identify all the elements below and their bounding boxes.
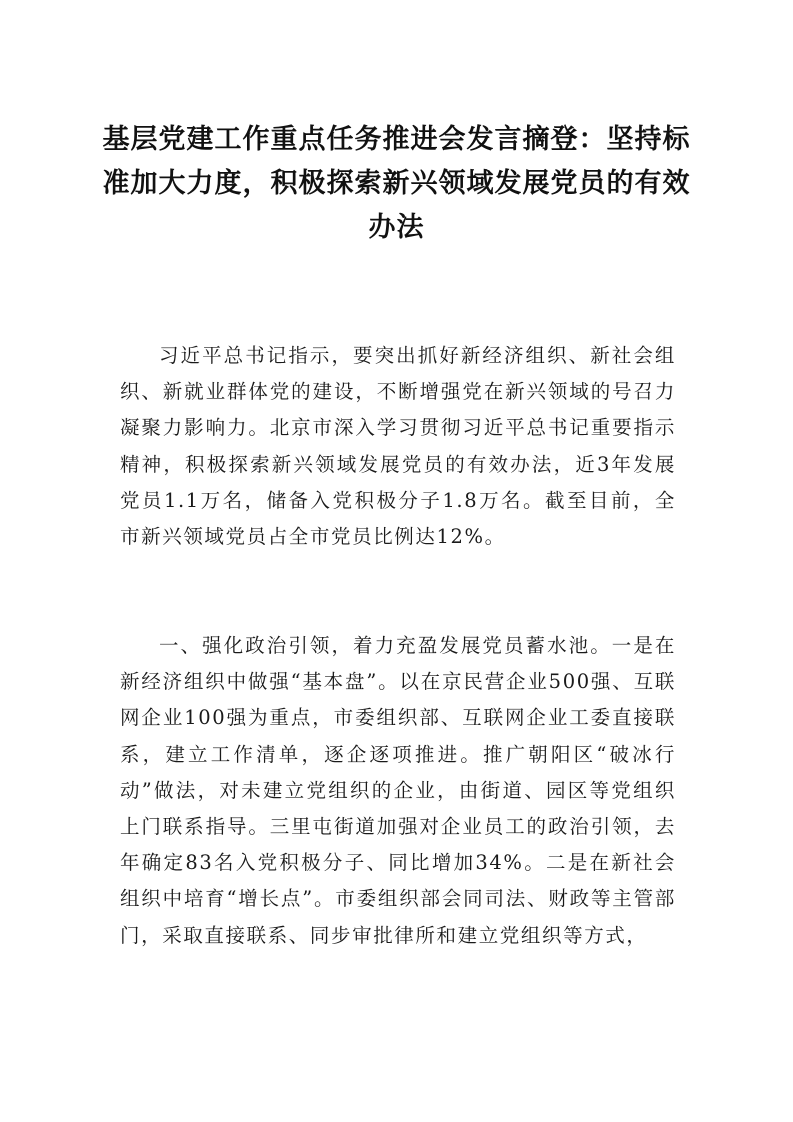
paragraph-intro: 习近平总书记指示，要突出抓好新经济组织、新社会组织、新就业群体党的建设，不断增强党在新兴领域的号召力凝聚力影响力。北京市深入学习贯彻习近平总书记重要指示精神，积极探索新兴领域发展党员的有效办法，近3年发展党员1.1万名，储备入党积极分子1.8万名。截至目前，全市新兴领域党员占全市党员比例达12%。 bbox=[120, 344, 676, 549]
paragraph-section-one: 一、强化政治引领，着力充盈发展党员蓄水池。一是在新经济组织中做强“基本盘”。以在京民营企业500强、互联网企业100强为重点，市委组织部、互联网企业工委直接联系，建立工作清单，逐企逐项推进。推广朝阳区“破冰行动”做法，对未建立党组织的企业，由街道、园区等党组织上门联系指导。三里屯街道加强对企业员工的政治引领，去年确定83名入党积极分子、同比增加34%。二是在新社会组织中培育“增长点”。市委组织部会同司法、财政等主管部门，采取直接联系、同步审批律所和建立党组织等方式， bbox=[120, 634, 676, 947]
document-title: 基层党建工作重点任务推进会发言摘登：坚持标准加大力度，积极探索新兴领域发展党员的有效办法 bbox=[102, 124, 691, 243]
